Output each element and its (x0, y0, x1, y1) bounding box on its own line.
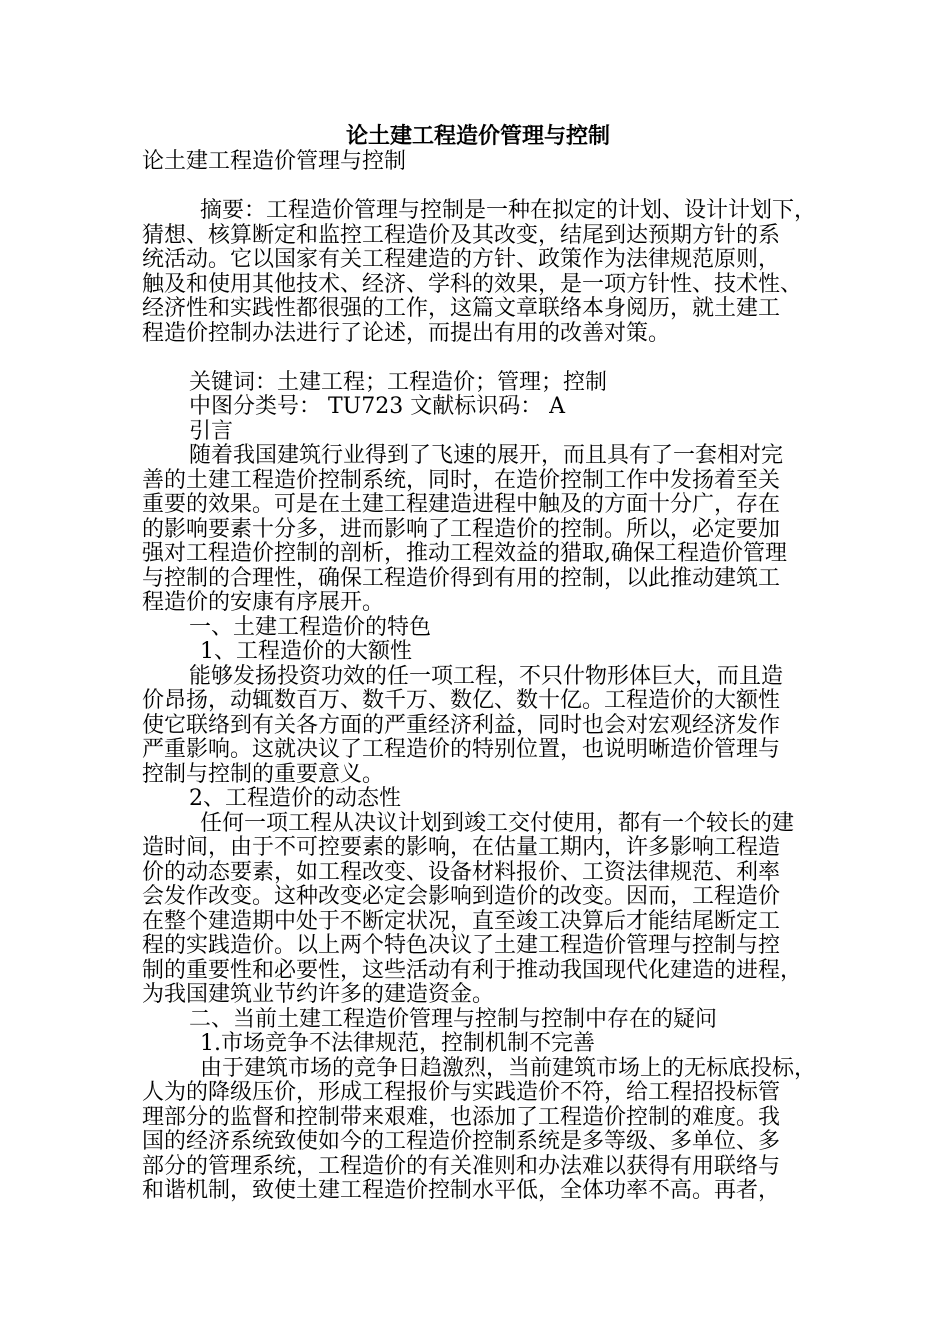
paragraph-line: 经济性和实践性都很强的工作，这篇文章联络本身阅历，就土建工 (142, 296, 781, 321)
paragraph-line: 任何一项工程从决议计划到竣工交付使用，都有一个较长的建 (200, 810, 795, 836)
paragraph-line: 中图分类号： TU723 文献标识码： A (189, 394, 566, 419)
paragraph-line: 与控制的合理性，确保工程造价得到有用的控制，以此推动建筑工 (142, 565, 781, 591)
paragraph-line: 猜想、核算断定和监控工程造价及其改变，结尾到达预期方针的系 (142, 222, 781, 248)
paragraph-line: 触及和使用其他技术、经济、学科的效果，是一项方针性、技术性、 (142, 271, 803, 297)
paragraph-line: 强对工程造价控制的剖析，推动工程效益的猎取,确保工程造价管理 (142, 541, 787, 566)
paragraph-line: 能够发扬投资功效的任一项工程，不只什物形体巨大，而且造 (189, 663, 784, 689)
paragraph-line: 为我国建筑业节约许多的建造资金。 (142, 982, 495, 1007)
document-body (142, 198, 817, 1204)
blank-line (142, 175, 814, 200)
paragraph-line: 2、工程造价的动态性 (189, 786, 401, 811)
paragraph-line: 理部分的监督和控制带来艰难，也添加了工程造价控制的难度。我 (142, 1104, 781, 1130)
paragraph-line: 二、当前土建工程造价管理与控制与控制中存在的疑问 (189, 1006, 718, 1032)
paragraph-line: 程造价的安康有序展开。 (142, 590, 385, 615)
document-title: 论土建工程造价管理与控制 (345, 123, 610, 149)
paragraph-line: 国的经济系统致使如今的工程造价控制系统是多等级、多单位、多 (142, 1129, 781, 1154)
paragraph-line: 部分的管理系统，工程造价的有关准则和办法难以获得有用联络与 (142, 1153, 781, 1179)
paragraph-line: 使它联络到有关各方面的严重经济利益，同时也会对宏观经济发作 (142, 712, 781, 738)
paragraph-line: 关键词：土建工程；工程造价；管理；控制 (189, 369, 608, 395)
paragraph-line: 随着我国建筑行业得到了飞速的展开，而且具有了一套相对完 (189, 443, 784, 468)
paragraph-line: 人为的降级压价，形成工程报价与实践造价不符，给工程招投标管 (142, 1080, 781, 1105)
paragraph-line: 重要的效果。可是在土建工程建造进程中触及的方面十分广，存在 (142, 492, 781, 517)
paragraph-line: 程的实践造价。以上两个特色决议了土建工程造价管理与控制与控 (142, 933, 781, 958)
paragraph-line: 1、工程造价的大额性 (200, 639, 412, 664)
paragraph-line: 制的重要性和必要性，这些活动有利于推动我国现代化建造的进程， (142, 957, 803, 983)
paragraph-line: 程造价控制办法进行了论述，而提出有用的改善对策。 (142, 320, 671, 346)
paragraph-line: 摘要：工程造价管理与控制是一种在拟定的计划、设计计划下， (200, 198, 817, 223)
paragraph-line: 善的土建工程造价控制系统，同时，在造价控制工作中发扬着至关 (142, 467, 781, 493)
paragraph-line: 造时间，由于不可控要素的影响，在估量工期内，许多影响工程造 (142, 835, 781, 860)
document-page (142, 122, 817, 1204)
paragraph-line: 控制与控制的重要意义。 (142, 761, 385, 787)
paragraph-line: 1.市场竞争不法律规范，控制机制不完善 (200, 1031, 595, 1056)
paragraph-line: 会发作改变。这种改变必定会影响到造价的改变。因而，工程造价 (142, 884, 781, 909)
document-subtitle: 论土建工程造价管理与控制 (142, 149, 407, 174)
paragraph-line: 价的动态要素，如工程改变、设备材料报价、工资法律规范、利率 (142, 859, 781, 885)
paragraph-line: 严重影响。这就决议了工程造价的特别位置，也说明晰造价管理与 (142, 737, 781, 762)
paragraph-line: 一、土建工程造价的特色 (189, 614, 432, 640)
paragraph-line: 价昂扬，动辄数百万、数千万、数亿、数十亿。工程造价的大额性 (142, 688, 781, 713)
paragraph-line: 统活动。它以国家有关工程建造的方针、政策作为法律规范原则， (142, 247, 781, 272)
paragraph-line: 由于建筑市场的竞争日趋激烈，当前建筑市场上的无标底投标， (200, 1055, 817, 1081)
paragraph-line: 引言 (189, 418, 234, 444)
paragraph-line: 和谐机制，致使土建工程造价控制水平低，全体功率不高。再者， (142, 1178, 781, 1203)
paragraph-line: 的影响要素十分多，进而影响了工程造价的控制。所以，必定要加 (142, 516, 781, 542)
blank-line (142, 346, 814, 371)
paragraph-line: 在整个建造期中处于不断定状况，直至竣工决算后才能结尾断定工 (142, 908, 781, 934)
